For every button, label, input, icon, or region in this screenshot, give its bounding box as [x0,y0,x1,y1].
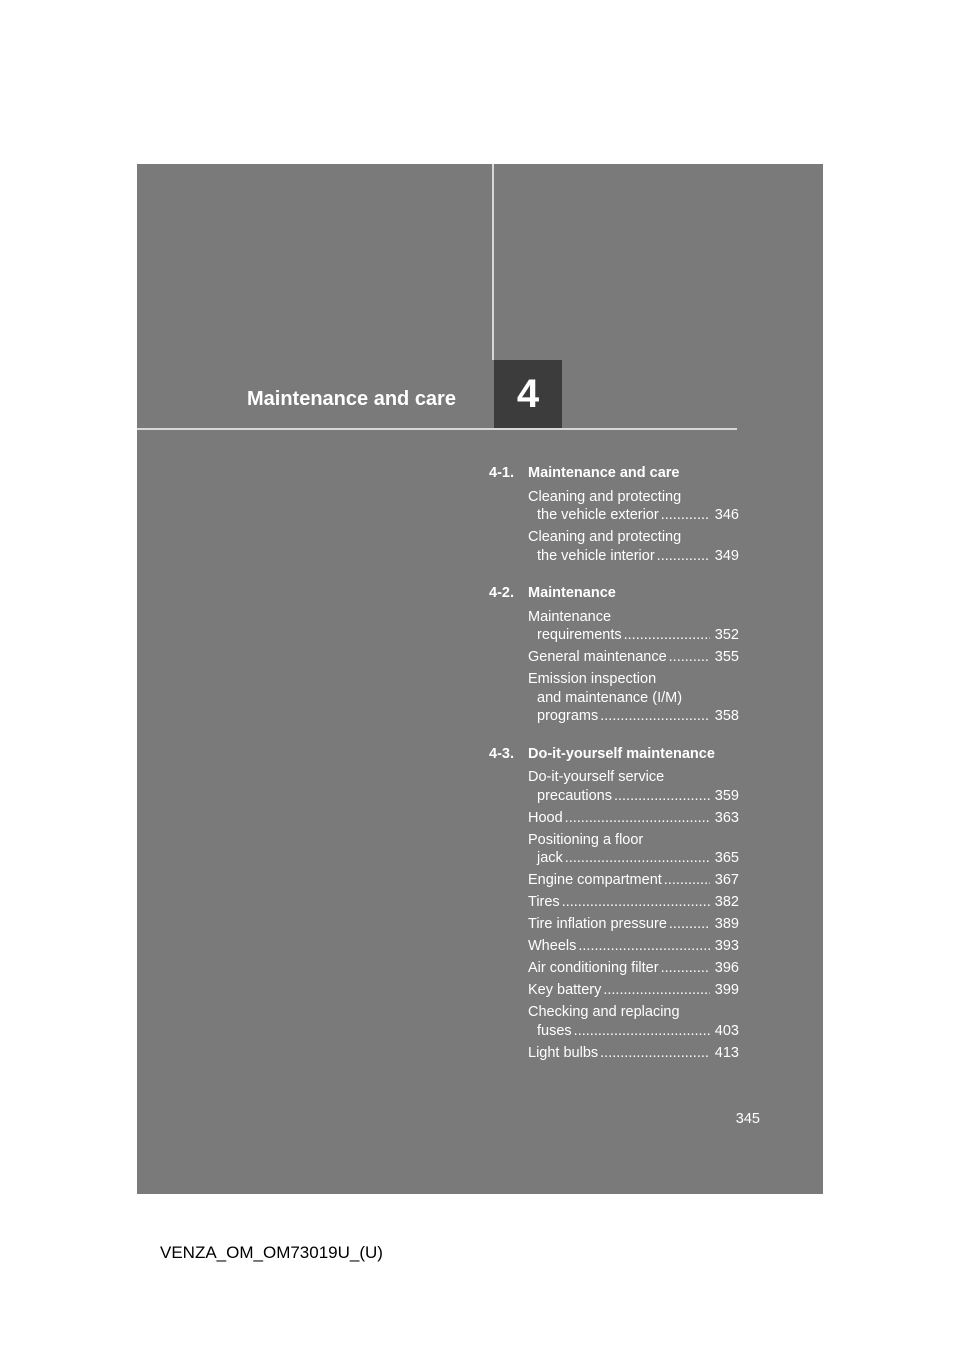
toc-entry-line [528,849,739,868]
toc-entry-text: Maintenance [528,608,612,625]
toc-entry[interactable] [528,528,739,565]
dot-leader [603,981,709,1000]
section-title: Do-it-yourself maintenance [528,745,715,762]
toc-entry-text: requirements [537,627,622,643]
toc-entry[interactable] [528,768,739,805]
toc-entry-line [528,915,739,934]
toc-section [489,464,739,565]
toc-entry-text: programs [537,708,599,724]
toc-section [489,584,739,726]
toc-entry-text: jack [537,850,563,866]
dot-leader [600,1044,710,1063]
toc-entry-line [528,506,739,525]
toc-entry[interactable] [528,1003,739,1040]
toc-entry-text: Emission inspection [528,671,657,687]
section-number: 4-1. [489,465,514,481]
dot-leader [664,871,710,890]
toc-entry-page: 413 [714,1044,739,1061]
toc-entry-text: Checking and replacing [528,1004,680,1020]
chapter-title: Maintenance and care [247,388,456,410]
toc-entry[interactable] [528,488,739,525]
toc-entry-line [528,893,739,912]
toc-entry-page: 403 [714,1022,739,1039]
toc-entry[interactable] [528,809,739,828]
toc-entry[interactable] [528,981,739,1000]
toc-entry-text: fuses [537,1022,572,1039]
toc-entry-text: and maintenance (I/M) [537,689,683,706]
toc-entry-page: 355 [714,649,739,665]
dot-leader [624,626,710,645]
vertical-divider [492,164,494,360]
horizontal-divider [137,428,737,430]
toc-entry-line [528,981,739,1000]
toc-entry-text: Cleaning and protecting [528,488,682,505]
toc-entry-line [528,1003,739,1022]
toc-entry-line [528,787,739,806]
toc-entry-text: Cleaning and protecting [528,529,682,545]
toc-entry[interactable] [528,831,739,868]
toc-entry-line [528,707,739,726]
dot-leader [565,809,710,828]
toc-entry-text: Air conditioning filter [528,960,659,976]
section-title: Maintenance and care [528,465,680,481]
toc-entry-text: Key battery [528,982,602,998]
toc-entry-line [528,626,739,645]
toc-entry-page: 358 [714,708,739,724]
toc-entry-page: 382 [714,894,739,910]
toc-entry[interactable] [528,871,739,890]
toc-entry[interactable] [528,937,739,956]
toc-entry-line [528,809,739,828]
toc-entry[interactable] [528,915,739,934]
dot-leader [669,648,710,667]
toc-entry[interactable] [528,959,739,978]
section-title: Maintenance [528,585,616,601]
toc-entry-line [528,1022,739,1041]
chapter-number-box [494,360,562,428]
chapter-panel [137,164,823,1194]
toc-entry-text: the vehicle exterior [537,507,659,523]
dot-leader [562,893,710,912]
page-number: 345 [735,1111,760,1127]
section-number: 4-3. [489,745,514,762]
dot-leader [574,1022,710,1041]
toc-entry-text: Tires [528,894,560,910]
toc-entry-line [528,871,739,890]
toc-entry-line [528,689,739,708]
toc-entry-text: Hood [528,809,563,826]
section-heading [489,745,739,764]
toc-entry[interactable] [528,648,739,667]
toc-section [489,745,739,1063]
dot-leader [614,787,710,806]
toc-entry-line [528,768,739,787]
toc-entry[interactable] [528,608,739,645]
toc-entry-line [528,831,739,850]
toc-entry-line [528,488,739,507]
section-heading [489,584,739,603]
toc-entry-line [528,648,739,667]
dot-leader [600,707,710,726]
toc-entry-page: 389 [714,916,739,932]
toc-entry-line [528,1044,739,1063]
toc-entry-line [528,528,739,547]
toc-entry-page: 359 [714,787,739,804]
toc-entry-line [528,959,739,978]
toc-entry-text: Do-it-yourself service [528,769,665,785]
section-heading [489,464,739,483]
footer-code: VENZA_OM_OM73019U_(U) [160,1243,383,1262]
toc-entry-page: 365 [714,850,739,866]
toc-entry-text: General maintenance [528,649,667,665]
toc-entry-page: 349 [714,547,739,564]
toc-entry-line [528,608,739,627]
toc-entry[interactable] [528,1044,739,1063]
toc-entry-line [528,547,739,566]
toc-entry-text: the vehicle interior [537,547,655,564]
toc-entry-text: Light bulbs [528,1044,599,1061]
toc-entry-page: 346 [714,507,739,523]
chapter-number: 4 [516,371,540,416]
toc-entry-page: 399 [714,982,739,998]
toc-entry-text: Wheels [528,938,577,954]
toc-entry-text: Tire inflation pressure [528,916,667,932]
dot-leader [661,506,710,525]
toc-entry-line [528,670,739,689]
dot-leader [661,959,710,978]
toc-entry-text: Positioning a floor [528,831,644,848]
table-of-contents [489,464,739,1081]
toc-entry-page: 352 [714,627,739,643]
section-number: 4-2. [489,585,514,601]
toc-entry[interactable] [528,670,739,726]
toc-entry-page: 367 [714,872,739,888]
toc-entry[interactable] [528,893,739,912]
toc-entry-page: 393 [714,938,739,954]
toc-entry-text: precautions [537,787,612,804]
toc-entry-page: 363 [714,809,739,826]
dot-leader [578,937,709,956]
toc-entry-line [528,937,739,956]
dot-leader [669,915,710,934]
toc-entry-page: 396 [714,960,739,976]
dot-leader [657,547,710,566]
toc-entry-text: Engine compartment [528,872,662,888]
dot-leader [565,849,710,868]
